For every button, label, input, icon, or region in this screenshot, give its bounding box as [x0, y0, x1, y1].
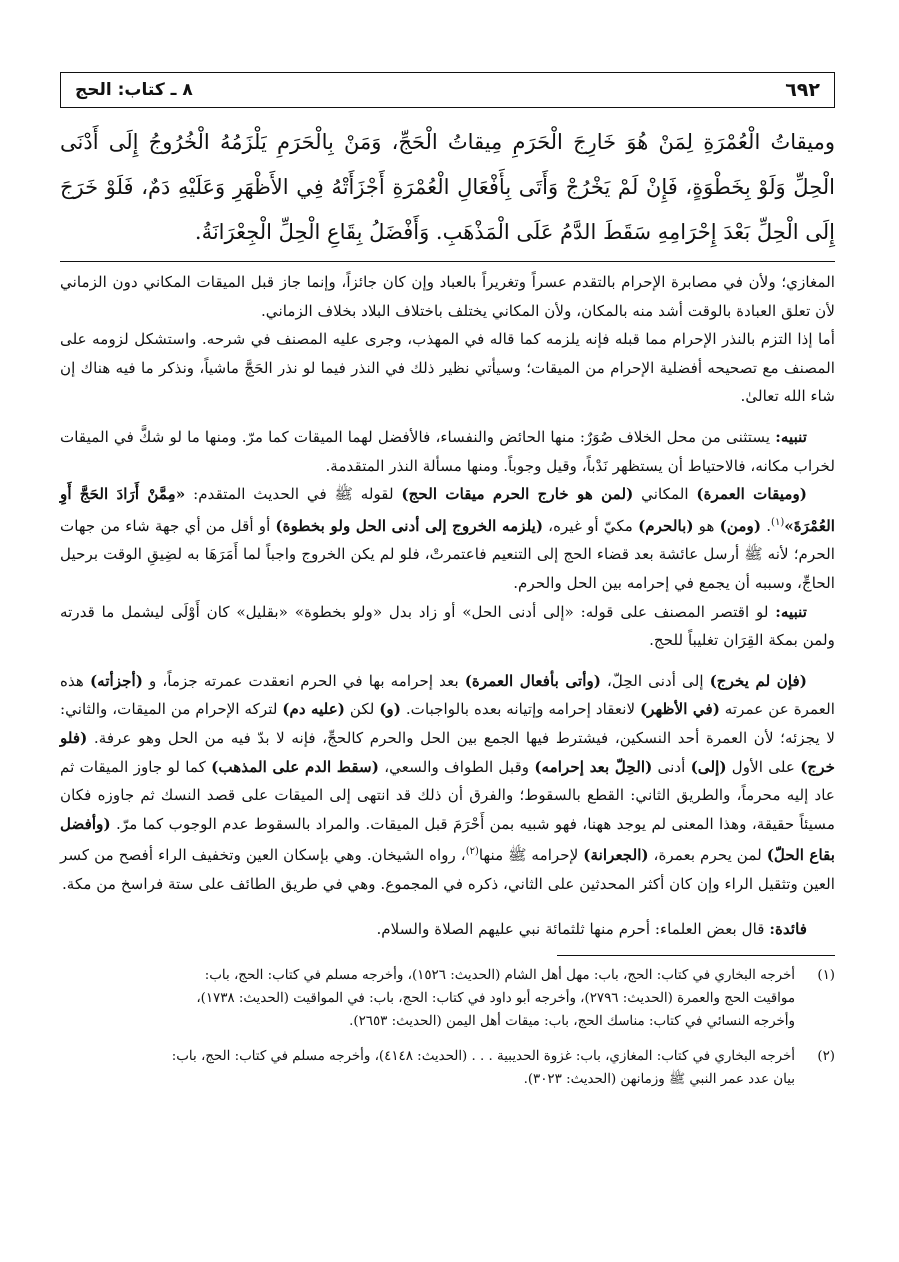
- text-run: بعد إحرامه بها في الحرم انعقدت عمرته جزماً، و: [142, 671, 465, 690]
- matn-quote: (أجزأته): [90, 671, 143, 690]
- footnote-line: بيان عدد عمر النبي ﷺ وزمانهن (الحديث: ٣٠٢٣).: [523, 1072, 795, 1088]
- main-text-matn: وميقاتُ الْعُمْرَةِ لِمَنْ هُوَ خَارِجَ الْحَرَمِ مِيقاتُ الْحَجِّ، وَمَنْ بِالْحَرَمِ يَلْزَمُهُ الْخُرُوجُ إِلَى أَدْنَى الْحِلِّ وَلَوْ بِخَطْوَةٍ، فَإِنْ لَمْ يَخْرُجْ وَأَتَى بِأَفْعَالِ الْعُمْرَةِ أَجْزَأَتْهُ فِي الأَظْهَرِ وَعَلَيْهِ دَمٌ، فَلَوْ خَرَجَ إِلَى الْحِلِّ بَعْدَ إِحْرَامِهِ سَقَطَ الدَّمُ عَلَى الْمَذْهَبِ. وَأَفْضَلُ بِقَاعِ الْحِلِّ الْجِعْرَانَةُ.: [60, 130, 835, 244]
- footnote-separator: [557, 955, 835, 956]
- text-run: أدنى: [652, 757, 691, 776]
- text-run: على الأول: [726, 757, 801, 776]
- footnote-line: أخرجه البخاري في كتاب: المغازي، باب: غزوة الحديبية . . . (الحديث: ٤١٤٨)، وأخرجه مسلم في كتاب: الحج، باب:: [171, 1049, 795, 1065]
- text-run: المكاني: [633, 485, 697, 504]
- text-run: لكن: [344, 700, 380, 719]
- text-run: لتركه الإحرام من الميقات، والثاني: لا يجزئه؛ لأن العمرة أحد النسكين، فيشترط فيها الجمع بين الحل والحرم كالحجِّ، فإنه لا بدّ فيه من الحل وهو عرفة.: [60, 700, 835, 747]
- tanbih-label: تنبيه:: [775, 427, 807, 446]
- footnote-line: وأخرجه النسائي في كتاب: مناسك الحج، باب: ميقات أهل اليمن (الحديث: ٢٦٥٣).: [349, 1014, 795, 1030]
- text-run: هو: [693, 516, 720, 535]
- commentary-paragraph: أما إذا التزم بالنذر الإحرام مما قبله فإنه يلزمه كما قاله في المهذب، وجرى عليه المصنف في شرحه. واستشكل لزومه على المصنف مع تصحيحه أفضلية الإحرام من الميقات؛ وسيأتي نظير ذلك في النذر فيما لو نذر الحَجَّ ماشياً، ونذكر ما فيه هناك إن شاء الله تعالىٰ.: [60, 330, 835, 406]
- hadith-quote: «مِمَّنْ أَرَادَ الحَجَّ أَوِ العُمْرَةَ»: [60, 485, 836, 535]
- text-run: هذه العمرة عن عمرته: [60, 671, 835, 719]
- footnote: [60, 1045, 835, 1091]
- matn-quote: (و): [379, 700, 401, 719]
- faida-paragraph: [60, 915, 835, 944]
- page-header: [60, 72, 835, 108]
- text-run: كما لو جاوز الميقات ثم عاد إليه محرماً، والطريق الثاني: القطع بالسقوط؛ والفرق أن ذلك قد انتهى إلى الميقات على قصد النسك ثم جاوزه فكان مسيئاً حقيقة، وهذا المعنى لم يوجد ههنا، فهو شبيه بمن أَحْرَمَ قبل الميقات. والمراد بالسقوط عدم الوجوب كما مرّ.: [60, 757, 835, 833]
- text-run: لمن يحرم بعمرة،: [648, 846, 767, 865]
- matn-quote: (وأفضل بقاع الحلّ): [60, 814, 836, 865]
- footnote-ref[interactable]: (٢): [465, 846, 479, 858]
- tanbih-label: تنبيه:: [775, 602, 807, 621]
- footnote-number: (٢): [817, 1049, 835, 1065]
- text-run: لإحرامه ﷺ منها: [478, 846, 584, 865]
- matn-quote: (فلو خرج): [60, 728, 835, 776]
- text-run: أو أقل من أي جهة شاء من جهات الحرم؛ لأنه ﷺ أرسل عائشة بعد قضاء الحج إلى التنعيم فاعتمرتْ، فلو لم يكن الخروج واجباً لما أَمَرَهَا به لضِيقِ الوقت برحيل الحاجِّ، وسببه أن يجمع في إحرامه بين الحل والحرم.: [60, 516, 835, 592]
- commentary-paragraph: المغازي؛ ولأن في مصابرة الإحرام بالتقدم عسراً وتغريراً بالعباد وإن كان جائزاً، وإنما جاز قبل الميقات المكاني دون الزماني لأن تعلق العبادة بالوقت أشد منه بالمكان، ولأن المكاني يختلف باختلاف البلاد بخلاف الزماني.: [60, 273, 835, 320]
- faida-label: فائدة:: [769, 919, 807, 938]
- text-run: .: [761, 516, 772, 535]
- matn-quote: (بالحرم): [638, 516, 694, 535]
- text-run: ، رواه الشيخان. وهي بإسكان العين وتخفيف الراء أفصح من كسر العين وتثقيل الراء وإن كان أكثر المحدثين على الثاني، ذكره في المجموع. وهي في طريق الطائف على ستة فراسخ من مكة.: [60, 846, 835, 893]
- matn-quote: (في الأظهر): [639, 700, 720, 719]
- matn-quote: (يلزمه الخروج إلى أدنى الحل ولو بخطوة): [275, 516, 544, 535]
- matn-quote: (فإن لم يخرج): [709, 671, 807, 690]
- book-page: [60, 72, 835, 1103]
- tanbih-text: لو اقتصر المصنف على قوله: «إلى أدنى الحل» أو زاد بدل «ولو بخطوة» «بقليل» كان أَوْلَى ليشمل ما قدرته ولمن بمكة القِرَان تغليباً للحج.: [60, 602, 835, 650]
- tanbih-paragraph: [60, 598, 835, 655]
- faida-text: قال بعض العلماء: أحرم منها ثلثمائة نبي عليهم الصلاة والسلام.: [376, 919, 765, 938]
- matn-quote: (لمن هو خارج الحرم ميقات الحج): [401, 485, 634, 504]
- text-run: مكيّ أو غيره،: [543, 516, 639, 535]
- text-run: إلى أدنى الحِلّ،: [600, 671, 710, 690]
- commentary: [60, 268, 835, 943]
- matn-quote: (وميقات العمرة): [696, 485, 807, 504]
- footnote: [60, 964, 835, 1033]
- tanbih-text: يستثنى من محل الخلاف صُوَرٌ: منها الحائض والنفساء، فالأفضل لهما الميقات كما مرّ. ومنها ما لو شكَّ في الميقات لخراب مكانه، فالاحتياط أن يستظهر نَدْباً، وقيل وجوباً. ومنها مسألة النذر المتقدمة.: [60, 427, 835, 475]
- matn-quote: (الحِلّ بعد إحرامه): [534, 757, 653, 776]
- text-run: وقبل الطواف والسعي،: [378, 757, 535, 776]
- footnote-line: أخرجه البخاري في كتاب: الحج، باب: مهل أهل الشام (الحديث: ١٥٢٦)، وأخرجه مسلم في كتاب: الحج، باب:: [204, 968, 795, 984]
- matn-quote: (وأتى بأفعال العمرة): [464, 671, 601, 690]
- footnote-number: (١): [817, 968, 835, 984]
- commentary-paragraph: [60, 667, 835, 899]
- matn-separator: [60, 261, 835, 262]
- tanbih-paragraph: [60, 423, 835, 480]
- text-run: لانعقاد إحرامه وإتيانه بعده بالواجبات.: [400, 700, 640, 719]
- page-number: ٦٩٢: [785, 79, 820, 101]
- matn-quote: (إلى): [690, 757, 727, 776]
- footnote-line: مواقيت الحج والعمرة (الحديث: ٢٧٩٦)، وأخرجه أبو داود في كتاب: الحج، باب: في المواقيت (الحديث: ١٧٣٨)،: [196, 991, 795, 1007]
- commentary-paragraph: [60, 480, 835, 597]
- matn-quote: (الجعرانة): [583, 846, 649, 865]
- footnotes: [60, 964, 835, 1091]
- matn-quote: (ومن): [719, 516, 762, 535]
- footnote-ref[interactable]: (١): [771, 516, 785, 528]
- chapter-title: ٨ ـ كتاب: الحج: [75, 80, 193, 100]
- matn-quote: (عليه دم): [282, 700, 345, 719]
- matn-quote: (سقط الدم على المذهب): [211, 757, 379, 776]
- text-run: لقوله ﷺ في الحديث المتقدم:: [185, 485, 402, 504]
